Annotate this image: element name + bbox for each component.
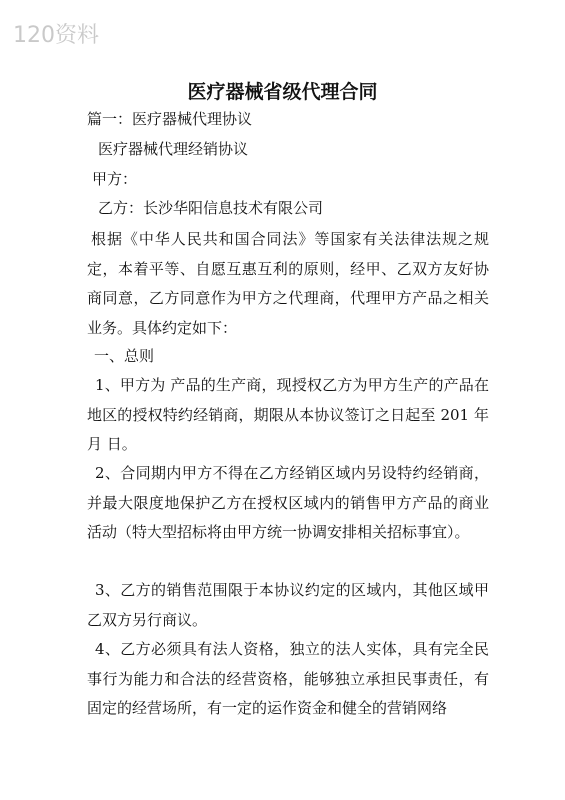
agreement-subtitle: 医疗器械代理经销协议 (98, 140, 249, 158)
preamble-paragraph: 根据《中华人民共和国合同法》等国家有关法律法规之规定，本着平等、自愿互惠互利的原则，经甲、乙双方友好协商同意，乙方同意作为甲方之代理商，代理甲方产品之相关业务。具体约定如下： (87, 230, 489, 338)
party-a-line: 甲方： (92, 170, 138, 188)
clause-4: 4、乙方必须具有法人资格，独立的法人实体，具有完全民事行为能力和合法的经营资格，能够独立承担民事责任，有固定的经营场所，有一定的运作资金和健全的营销网络 (87, 640, 489, 718)
clause-2: 2、合同期内甲方不得在乙方经销区域内另设特约经销商，并最大限度地保护乙方在授权区域内的销售甲方产品的商业活动（特大型招标将由甲方统一协调安排相关招标事宜）。 (87, 464, 489, 542)
clause-1: 1、甲方为 产品的生产商，现授权乙方为甲方生产的产品在 地区的授权特约经销商，期限从本协议签订之日起至 201 年 月 日。 (87, 376, 489, 454)
document-title: 医疗器械省级代理合同 (187, 81, 378, 103)
party-b-line: 乙方：长沙华阳信息技术有限公司 (98, 199, 324, 217)
chapter-heading: 篇一：医疗器械代理协议 (87, 110, 253, 128)
section-heading-general: 一、总则 (94, 347, 155, 365)
clause-3: 3、乙方的销售范围限于本协议约定的区域内，其他区域甲乙双方另行商议。 (87, 581, 489, 629)
watermark: 120资料 (13, 23, 99, 48)
